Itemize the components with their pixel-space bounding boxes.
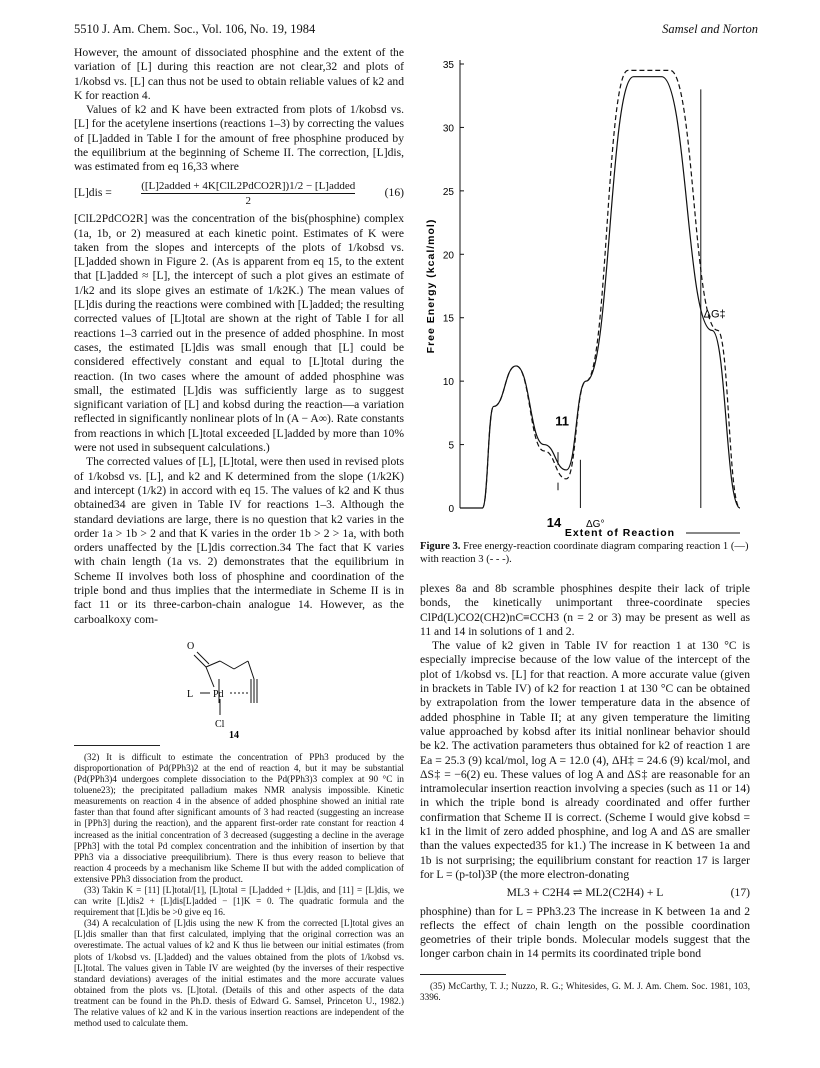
eq-number: (16) bbox=[384, 186, 404, 200]
figure-3 bbox=[420, 46, 750, 566]
eq-lhs: [L]dis = bbox=[74, 186, 112, 200]
chemical-structure-14 bbox=[74, 631, 404, 739]
eq-fraction bbox=[141, 179, 355, 209]
intermediate-11-label: 11 bbox=[555, 413, 569, 429]
footnote-35: (35) McCarthy, T. J.; Nuzzo, R. G.; Whitesides, G. M. J. Am. Chem. Soc. 1981, 103, 3396. bbox=[420, 980, 750, 1002]
paragraph: plexes 8a and 8b scramble phosphines despite their lack of triple bonds, the kinetically unimportant three-coordinate species ClPd(L)CO2(CH2)nC≡CCH3 (n = 2 or 3) may be present as well as 11 and 14 in solutions of 1 and 2. bbox=[420, 582, 750, 638]
figure-caption bbox=[420, 540, 750, 566]
y-tick-label: 35 bbox=[442, 60, 454, 71]
equation-17 bbox=[420, 886, 750, 900]
ligand-L-label: L bbox=[187, 688, 194, 700]
footnote-34: (34) A recalculation of [L]dis using the new K from the corrected [L]total gives an [L]dis smaller than that first calculated, implying that the original correction was an overestimate. The actual values of k2 and K thus lie between our initial estimates (from plots of 1/kobsd vs. [L]added) and the values obtained from the plots of 1/kobsd vs. [L]total. The values given in Table IV are weighted (by the inverses of their respective standard deviations) averages of the initial estimates and the more accurate values obtained from the plots vs. [L]total. (Details of this and other aspects of the data treatment can be found in the Ph.D. thesis of Edward G. Samsel, Princeton U., 1982.) The relative values of k2 and K in the various insertion reactions are independent of the method used to calculate them. bbox=[74, 918, 404, 1029]
energy-curve-solid bbox=[460, 77, 740, 508]
equation-16 bbox=[74, 179, 404, 209]
y-tick-label: 30 bbox=[442, 123, 454, 135]
oxygen-label: O bbox=[187, 640, 195, 652]
eq17-number: (17) bbox=[730, 886, 750, 900]
energy-diagram bbox=[420, 46, 750, 546]
footnote-32: (32) It is difficult to estimate the concentration of PPh3 produced by the disproportionation of Pd(PPh3)2 at the end of reaction 4, but it may be substantial (Pd(PPh3)4 undergoes complete dissociation to the Pd(PPh3)3 complex at 90 °C in toluene23); the precipitated palladium makes NMR analysis impossible. Kinetic measurements on reaction 4 in the absence of added phosphine showed an initial rate faster than that found after significant amounts of 3 had reacted (suggesting an increase in [PPh3] during the reaction), and the apparent first-order rate constant for reaction 4 increased as the initial concentration of 3 decreased (suggesting a decline in the average [PPh3] with the total Pd complex concentration and the inhibition of insertion by that PPh3 via a dissociative preequilibrium). There is thus every reason to believe that reaction 4 proceeds by a mechanism like Scheme II but with the added complication of extensive PPh3 dissociation from the product. bbox=[74, 751, 404, 884]
paragraph: The value of k2 given in Table IV for reaction 1 at 130 °C is especially imprecise because of the low value of the intercept of the plot of 1/kobsd vs. [L] for that reaction. A more accurate value (given in brackets in Table IV) of k2 for reaction 1 at 130 °C can be obtained by extrapolation from the lower temperature data in the absence of added phosphine in Table II; at any given temperature the limiting value approached by kobsd after its initial nonlinear behavior should be k2. The activation parameters thus obtained for k2 of reaction 1 are Ea = 25.3 (9) kcal/mol, log A = 12.0 (4), ΔH‡ = 24.6 (9) kcal/mol, and ΔS‡ = −6(2) eu. These values of log A and ΔS‡ are reasonable for an intramolecular insertion reaction involving a species (such as 11 or 14) in which the triple bond is already coordinated and offer further confirmation that Scheme II is correct. (Scheme I would give kobsd = k1 in the limit of zero added phosphine, and log A and ΔS are smaller than the values expected35 for k1.) The increase in K between 1a and 1b is not surprising; the equilibrium constant for reaction 17 is larger for L = (p-tol)3P (the more electron-donating bbox=[420, 639, 750, 881]
dg0-label: ΔG° bbox=[586, 519, 605, 531]
journal-citation: 5510 J. Am. Chem. Soc., Vol. 106, No. 19, 1984 bbox=[74, 22, 316, 36]
y-tick-label: 0 bbox=[448, 504, 454, 515]
paragraph: The corrected values of [L], [L]total, were then used in revised plots of 1/kobsd vs. [L], and k2 and K determined from the slope (1/k2K) and intercept (1/k2) in accord with eq 15. The values of k2 and K thus obtained34 are given in Table IV for reactions 1–3. Although the standard deviations are large, there is no question that k2 varies in the order 1a > 1b > 2 and that K varies in the order 1b > 2 > 1a, with both orders unaffected by the [L]dis correction.34 The fact that K varies with chain length (1a vs. 2) demonstrates that the equilibrium in Scheme II involves both loss of phosphine and coordination of the triple bond and thus implies that the intermediate in Scheme II is in fact 11 or its three-carbon-chain analogue 14. However, as the carboalkoxy com- bbox=[74, 455, 404, 626]
chloride-label: Cl bbox=[215, 718, 225, 730]
structure-drawing bbox=[74, 631, 404, 739]
dgts-label: ΔG‡ bbox=[703, 308, 726, 321]
y-tick-label: 5 bbox=[448, 440, 454, 452]
y-tick-label: 25 bbox=[442, 186, 454, 198]
eq17-body: ML3 + C2H4 ⇌ ML2(C2H4) + L bbox=[506, 886, 664, 900]
intermediate-14-label: 14 bbox=[546, 515, 562, 531]
compound-number: 14 bbox=[229, 729, 239, 739]
y-tick-label: 20 bbox=[442, 250, 454, 262]
left-column bbox=[74, 46, 404, 1029]
footnote-33: (33) Takin K = [11] [L]total/[1], [L]total = [L]added + [L]dis, and [11] = [L]dis, we can write [L]dis2 + [L]dis[L]added − [1]K = 0. The quadratic formula and the requirement that [L]dis be >0 give eq 16. bbox=[74, 885, 404, 918]
paragraph: [ClL2PdCO2R] was the concentration of the bis(phosphine) complex (1a, 1b, or 2) measured at each kinetic point. Estimates of K were taken from the slopes and intercepts of the plots of 1/kobsd vs. [L]added shown in Figure 2. (As is apparent from eq 15, to the extent that [L]added ≈ [L], the intercept of such a plot gives an estimate of 1/k2 and its slope gives an estimate of 1/k2K.) The mean values of [L]dis during the reactions were combined with [L]added; the resulting corrected values of [L]total are shown at the right of Table I for all reactions 1–3 carried out in the presence of added phosphine. In most cases, the estimated [L]dis was small enough that [L] could be considered effectively constant and equal to [L]total during the reaction. (In two cases where the amount of added phosphine was small, the estimated [L]dis was sufficiently large as to suggest significant variation of [L] and kobsd during the reaction—a variation reflected in significantly nonlinear plots of ln (A − A∞). Rate constants from reactions in which [L]total exceeded [L]added by more than 10% were not used in subsequent calculations.) bbox=[74, 212, 404, 455]
y-tick-label: 15 bbox=[442, 313, 454, 325]
caption-label: Figure 3. bbox=[420, 541, 461, 552]
footnote-rule bbox=[420, 974, 506, 975]
running-header bbox=[74, 22, 758, 40]
eq-denominator: 2 bbox=[141, 193, 355, 208]
palladium-label: Pd bbox=[213, 688, 224, 700]
paragraph: phosphine) than for L = PPh3.23 The increase in K between 1a and 2 reflects the effect of chain length on the possible coordination geometries of their triple bonds. Molecular models suggest that the longer carbon chain in 14 permits its coordinated triple bond bbox=[420, 904, 750, 961]
y-tick-label: 10 bbox=[442, 377, 454, 389]
right-column bbox=[420, 582, 750, 1003]
authors: Samsel and Norton bbox=[662, 22, 758, 36]
caption-text: Free energy-reaction coordinate diagram comparing reaction 1 (—) with reaction 3 (- - -). bbox=[420, 541, 749, 565]
footnote-rule bbox=[74, 745, 160, 746]
x-axis-label: Extent of Reaction bbox=[564, 527, 676, 539]
paragraph: Values of k2 and K have been extracted from plots of 1/kobsd vs. [L] for the acetylene insertions (reactions 1–3) by correcting the values of [L]added in Table I for the amount of free phosphine produced by the equilibrium at the beginning of Scheme II. The correction, [L]dis, was estimated from eq 16,33 where bbox=[74, 103, 404, 174]
energy-curve-dashed bbox=[482, 70, 740, 508]
eq-numerator: ([L]2added + 4K[ClL2PdCO2R])1/2 − [L]added bbox=[141, 179, 356, 192]
y-axis-label: Free Energy (kcal/mol) bbox=[425, 218, 437, 354]
paragraph: However, the amount of dissociated phosphine and the extent of the variation of [L] during this reaction are not clear,32 and plots of 1/kobsd vs. [L] can thus not be used to obtain reliable values of k2 and K for reaction 4. bbox=[74, 46, 404, 102]
